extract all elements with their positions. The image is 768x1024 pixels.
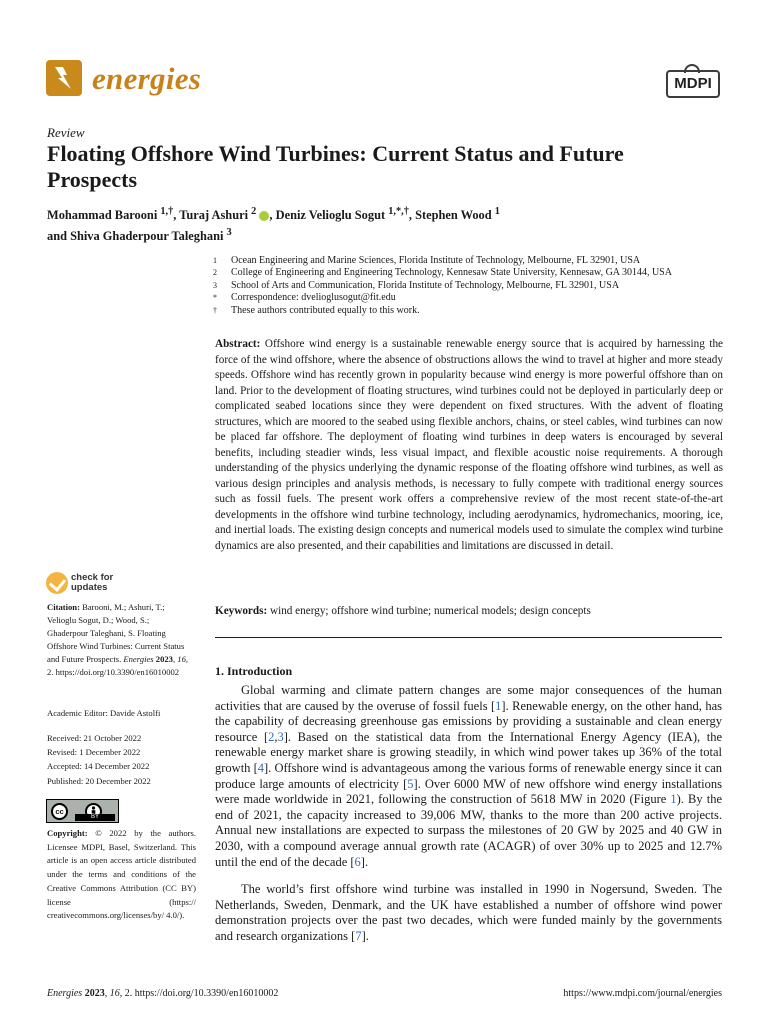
published-date: Published: 20 December 2022 — [47, 775, 151, 786]
figure-link[interactable]: 1 — [670, 792, 677, 807]
section-divider — [215, 637, 722, 638]
footer-citation: Energies 2023, 16, 2. https://doi.org/10.3390/en16010002 — [47, 988, 279, 999]
reference-link[interactable]: 7 — [355, 928, 362, 943]
journal-logo-icon — [46, 60, 82, 96]
cc-icon: cc — [51, 803, 68, 820]
accepted-date: Accepted: 14 December 2022 — [47, 761, 150, 772]
revised-date: Revised: 1 December 2022 — [47, 747, 141, 758]
reference-link[interactable]: 5 — [407, 776, 414, 791]
intro-paragraph-2: The world’s first offshore wind turbine was installed in 1990 in Nogersund, Sweden. The Netherlands, Sweden, Denmark, and the UK have established a number of offshore wind power demonstration projects over the past two decades, which were funded mainly by the governments and research organizations [7]. — [215, 882, 722, 943]
cc-license-badge[interactable] — [46, 799, 119, 823]
abstract — [215, 337, 723, 554]
academic-editor: Academic Editor: Davide Astolfi — [47, 708, 161, 718]
correspondence: * Correspondence: dvelioglusogut@fit.edu — [213, 292, 396, 304]
section-heading: 1. Introduction — [215, 664, 293, 678]
reference-link[interactable]: 6 — [354, 854, 361, 869]
citation-label: Citation: — [47, 602, 80, 612]
keywords — [215, 604, 723, 619]
affiliations — [213, 255, 733, 317]
citation: Citation: Barooni, M.; Ashuri, T.; Velioglu Sogut, D.; Wood, S.; Ghaderpour Taleghani, S. Floating Offshore Wind Turbines: Current Status and Future Prospects. Energies 2023, 16, 2. https://doi.org/10.3390/en16010002 — [47, 602, 189, 678]
author-list: Mohammad Barooni $^{1,\dagger}$, Turaj Ashuri $^2$ , Deniz Velioglu Sogut $^{1,*,\dagger}$, Stephen Wood $^1$ and Shiva Ghaderpour Taleghani $^3$ — [47, 206, 500, 244]
publication-dates — [47, 731, 197, 788]
affiliation-item: 1 Ocean Engineering and Marine Sciences, Florida Institute of Technology, Melbourne, FL 32901, USA — [213, 255, 641, 266]
article-type: Review — [47, 125, 85, 140]
author-name: Mohammad Barooni — [47, 208, 158, 223]
reference-link[interactable]: 4 — [257, 760, 264, 775]
keywords-label: Keywords: — [215, 605, 268, 617]
keywords-text: wind energy; offshore wind turbine; numerical models; design concepts — [270, 605, 591, 617]
author-name: Shiva Ghaderpour Taleghani — [70, 229, 224, 244]
author-name: Turaj Ashuri — [179, 208, 249, 223]
equal-contribution-note: † These authors contributed equally to this work. — [213, 304, 420, 316]
journal-url[interactable]: https://www.mdpi.com/journal/energies — [563, 988, 722, 999]
received-date: Received: 21 October 2022 — [47, 733, 142, 743]
article-title: Floating Offshore Wind Turbines: Current Status and Future Prospects — [47, 141, 624, 192]
copyright-label: Copyright: — [47, 828, 88, 838]
reference-link[interactable]: 2 — [268, 729, 275, 744]
affiliation-item: 2 College of Engineering and Engineering Technology, Kennesaw State University, Kennesaw, GA 30144, USA — [213, 267, 672, 279]
abstract-label: Abstract: — [215, 338, 261, 350]
mdpi-logo: MDPI — [666, 70, 720, 98]
intro-paragraph-1: Global warming and climate pattern changes are some major consequences of the human activities that are caused by the overuse of fossil fuels [1]. Renewable energy, on the other hand, has the capability of decreasing greenhouse gas emissions by providing a sustainable and clean energy resource [2,3]. Based on the statistical data from the International Energy Agency (IEA), the renewable energy market share is growing steadily, in which wind power takes up 36% of the total growth [4]. Offshore wind is advantageous among the various forms of renewable energy since it can produce large amounts of electricity [5]. Over 6000 MW of new offshore wind energy installations were made worldwide in 2021, following the construction of 5618 MW in 2020 (Figure 1). By the end of 2021, the capacity increased to 39,006 MW, thanks to the more than 200 active projects. Annual new installations are expected to surpass the milestones of 20 GW by 2025 and 40 GW in 2030, with a compound average annual growth rate (ACAGR) of over 30% up to 2025 and 12.7% until the end of the decade [6]. — [215, 683, 723, 869]
abstract-text: Offshore wind energy is a sustainable renewable energy source that is acquired by harnessing the force of the wind offshore, where the absence of obstructions allows the wind to travel at higher and more steady speeds. Offshore wind has recently grown in popularity because wind energy is more powerful offshore than on land. Prior to the development of floating structures, wind turbines could not be deployed in particularly deep or complicated seabed locations since they were dependent on fixed structures. With the advent of floating structures, which are moored to the seabed using flexible anchors, chains, or steel cables, wind turbines can now be placed far offshore. The deployment of floating wind turbines in deep waters is encouraged by several benefits, including steadier winds, less visual impact, and flexible acoustic noise requirements. A thorough understanding of the physics underlying the dynamic response of the floating offshore wind turbines, as well as various design principles and analysis methods, is necessary to fully compete with traditional energy sources such as fossil fuels. The present work offers a comprehensive review of the most recent state-of-the-art developments in the offshore wind turbine technology, including aerodynamics, hydromechanics, mooring, ice, and inertial loads. The existing design concepts and numerical models used to simulate the complex wind turbine dynamics are also presented, and their capabilities and limitations are discussed in detail. — [215, 338, 724, 552]
copyright-notice: Copyright: © 2022 by the authors. Licensee MDPI, Basel, Switzerland. This article is an open access article distributed under the terms and conditions of the Creative Commons Attribution (CC BY) license (https:// creativecommons.org/licenses/by/ 4.0/). — [47, 828, 196, 921]
author-name: Stephen Wood — [415, 208, 492, 223]
cc-by-label: BY — [75, 814, 115, 821]
orcid-icon[interactable] — [259, 211, 269, 221]
check-for-updates-button[interactable]: check for updates — [71, 572, 114, 593]
author-name: Deniz Velioglu Sogut — [275, 208, 386, 223]
reference-link[interactable]: 1 — [495, 698, 502, 713]
journal-name: energies — [92, 61, 202, 96]
affiliation-item: 3 School of Arts and Communication, Florida Institute of Technology, Melbourne, FL 32901, USA — [213, 279, 620, 291]
reference-link[interactable]: 3 — [277, 729, 284, 744]
